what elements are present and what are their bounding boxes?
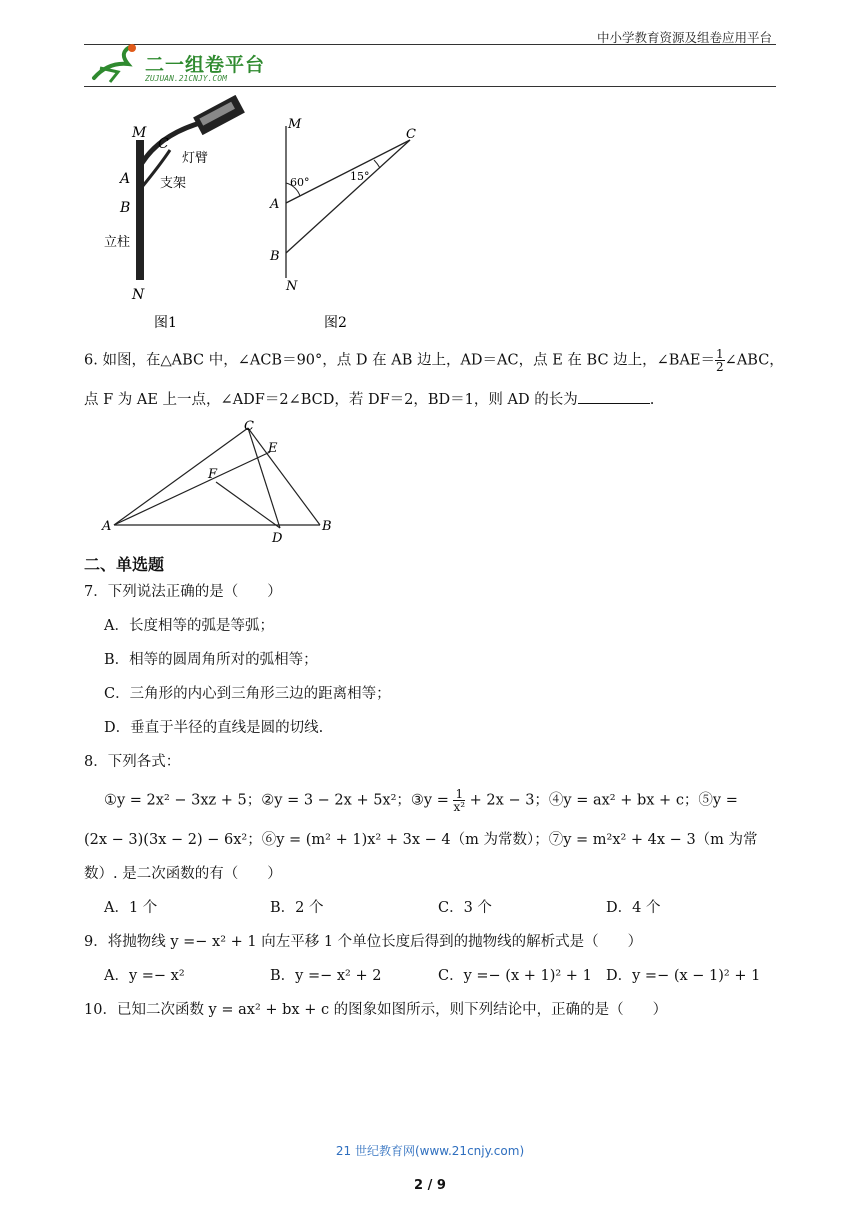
figure-1-street-lamp bbox=[100, 95, 260, 335]
q7-option-a[interactable]: A．长度相等的弧是等弧； bbox=[104, 618, 274, 634]
fig1-pole: 立柱 bbox=[104, 235, 131, 250]
q6-fig-label-d: D bbox=[272, 531, 283, 546]
fig1-caption: 图1 bbox=[154, 315, 177, 331]
q8-formulas-2: + 2x − 3；④y = ax² + bx + c；⑤y = bbox=[465, 792, 738, 809]
q7-option-b[interactable]: B．相等的圆周角所对的弧相等； bbox=[104, 652, 318, 668]
q7-option-c[interactable]: C．三角形的内心到三角形三边的距离相等； bbox=[104, 686, 391, 702]
q8-stem: 8．下列各式： bbox=[84, 754, 181, 770]
q9-stem: 9．将抛物线 y =− x² + 1 向左平移 1 个单位长度后得到的抛物线的解析式是（ ） bbox=[84, 934, 643, 950]
q6-fig-label-c: C bbox=[244, 419, 254, 434]
q6-line-2: 点 F 为 AE 上一点，∠ADF＝2∠BCD，若 DF＝2，BD＝1，则 AD 的长为 . bbox=[84, 388, 654, 409]
fig1-label-n: N bbox=[132, 287, 145, 303]
fig1-lamp-arm: 灯臂 bbox=[182, 151, 209, 166]
q8-option-b[interactable]: B．2 个 bbox=[270, 900, 324, 916]
q8-options bbox=[0, 896, 860, 916]
fig2-label-a: A bbox=[270, 197, 280, 212]
logo-text: 二一组卷平台 bbox=[145, 54, 266, 76]
q8-option-c[interactable]: C．3 个 bbox=[438, 900, 492, 916]
q6-triangle-figure bbox=[100, 418, 340, 546]
q8-line-1 bbox=[104, 788, 738, 813]
figure-2-diagram bbox=[262, 108, 432, 333]
fig1-bracket: 支架 bbox=[160, 176, 187, 191]
q6-fig-label-a: A bbox=[102, 519, 112, 534]
q8-option-a[interactable]: A．1 个 bbox=[104, 900, 158, 916]
q8-line-2: (2x − 3)(3x − 2) − 6x²；⑥y = (m² + 1)x² + 3x − 4（m 为常数）；⑦y = m²x² + 4x − 3（m 为常 bbox=[84, 832, 758, 848]
fig1-label-b: B bbox=[120, 200, 131, 216]
q7-stem: 7．下列说法正确的是（ ） bbox=[84, 584, 282, 600]
q9-option-c[interactable]: C．y =− (x + 1)² + 1 bbox=[438, 968, 592, 984]
section-title: 二、单选题 bbox=[84, 555, 165, 574]
fig2-label-n: N bbox=[286, 279, 298, 294]
q6-fig-label-e: E bbox=[268, 441, 278, 456]
q8-line-3: 数）. 是二次函数的有（ ） bbox=[84, 866, 282, 882]
fig2-caption: 图2 bbox=[324, 315, 347, 331]
fig2-label-b: B bbox=[270, 249, 280, 264]
q9-option-b[interactable]: B．y =− x² + 2 bbox=[270, 968, 382, 984]
header-divider-lower bbox=[84, 86, 776, 87]
q6-fraction: $\frac{1}{2}$ bbox=[716, 347, 724, 374]
fig1-label-a: A bbox=[120, 171, 131, 187]
q8-formulas-1: ①y = 2x² − 3xz + 5；②y = 3 − 2x + 5x²；③y = bbox=[104, 792, 454, 809]
platform-name: 中小学教育资源及组卷应用平台 bbox=[596, 30, 772, 45]
fig2-label-c: C bbox=[406, 127, 416, 142]
fig1-label-m: M bbox=[132, 125, 147, 141]
q6-line-1 bbox=[84, 348, 784, 373]
q9-option-d[interactable]: D．y =− (x − 1)² + 1 bbox=[606, 968, 761, 984]
footer-source[interactable]: 21 世纪教育网(www.21cnjy.com) bbox=[335, 1144, 525, 1158]
q6-text-c: 点 F 为 AE 上一点，∠ADF＝2∠BCD，若 DF＝2，BD＝1，则 AD 的长为 bbox=[84, 392, 578, 408]
q8-option-d[interactable]: D．4 个 bbox=[606, 900, 661, 916]
q6-answer-blank[interactable] bbox=[578, 389, 650, 404]
fig2-angle-60: 60° bbox=[290, 176, 310, 189]
fig2-label-m: M bbox=[288, 117, 302, 132]
q6-text-b: ∠ABC， bbox=[724, 352, 784, 369]
q10-stem: 10．已知二次函数 y = ax² + bx + c 的图象如图所示，则下列结论中，正确的是（ ） bbox=[84, 1002, 668, 1018]
q9-option-a[interactable]: A．y =− x² bbox=[104, 968, 185, 984]
q6-fig-label-b: B bbox=[322, 519, 332, 534]
q9-options bbox=[0, 964, 860, 984]
q7-option-d[interactable]: D．垂直于半径的直线是圆的切线. bbox=[104, 720, 324, 736]
page-number: 2 / 9 bbox=[414, 1178, 446, 1193]
q8-fraction: $\frac{1}{\text{x²}}$ bbox=[453, 787, 466, 814]
fig1-label-c: C bbox=[158, 136, 169, 152]
q6-text-a: 6. 如图，在△ABC 中，∠ACB＝90°，点 D 在 AB 边上，AD＝AC，点 E 在 BC 边上，∠BAE＝ bbox=[84, 352, 716, 369]
q6-fig-label-f: F bbox=[208, 467, 218, 482]
logo-subtext: ZUJUAN.21CNJY.COM bbox=[145, 74, 227, 83]
fig2-angle-15: 15° bbox=[350, 170, 370, 183]
